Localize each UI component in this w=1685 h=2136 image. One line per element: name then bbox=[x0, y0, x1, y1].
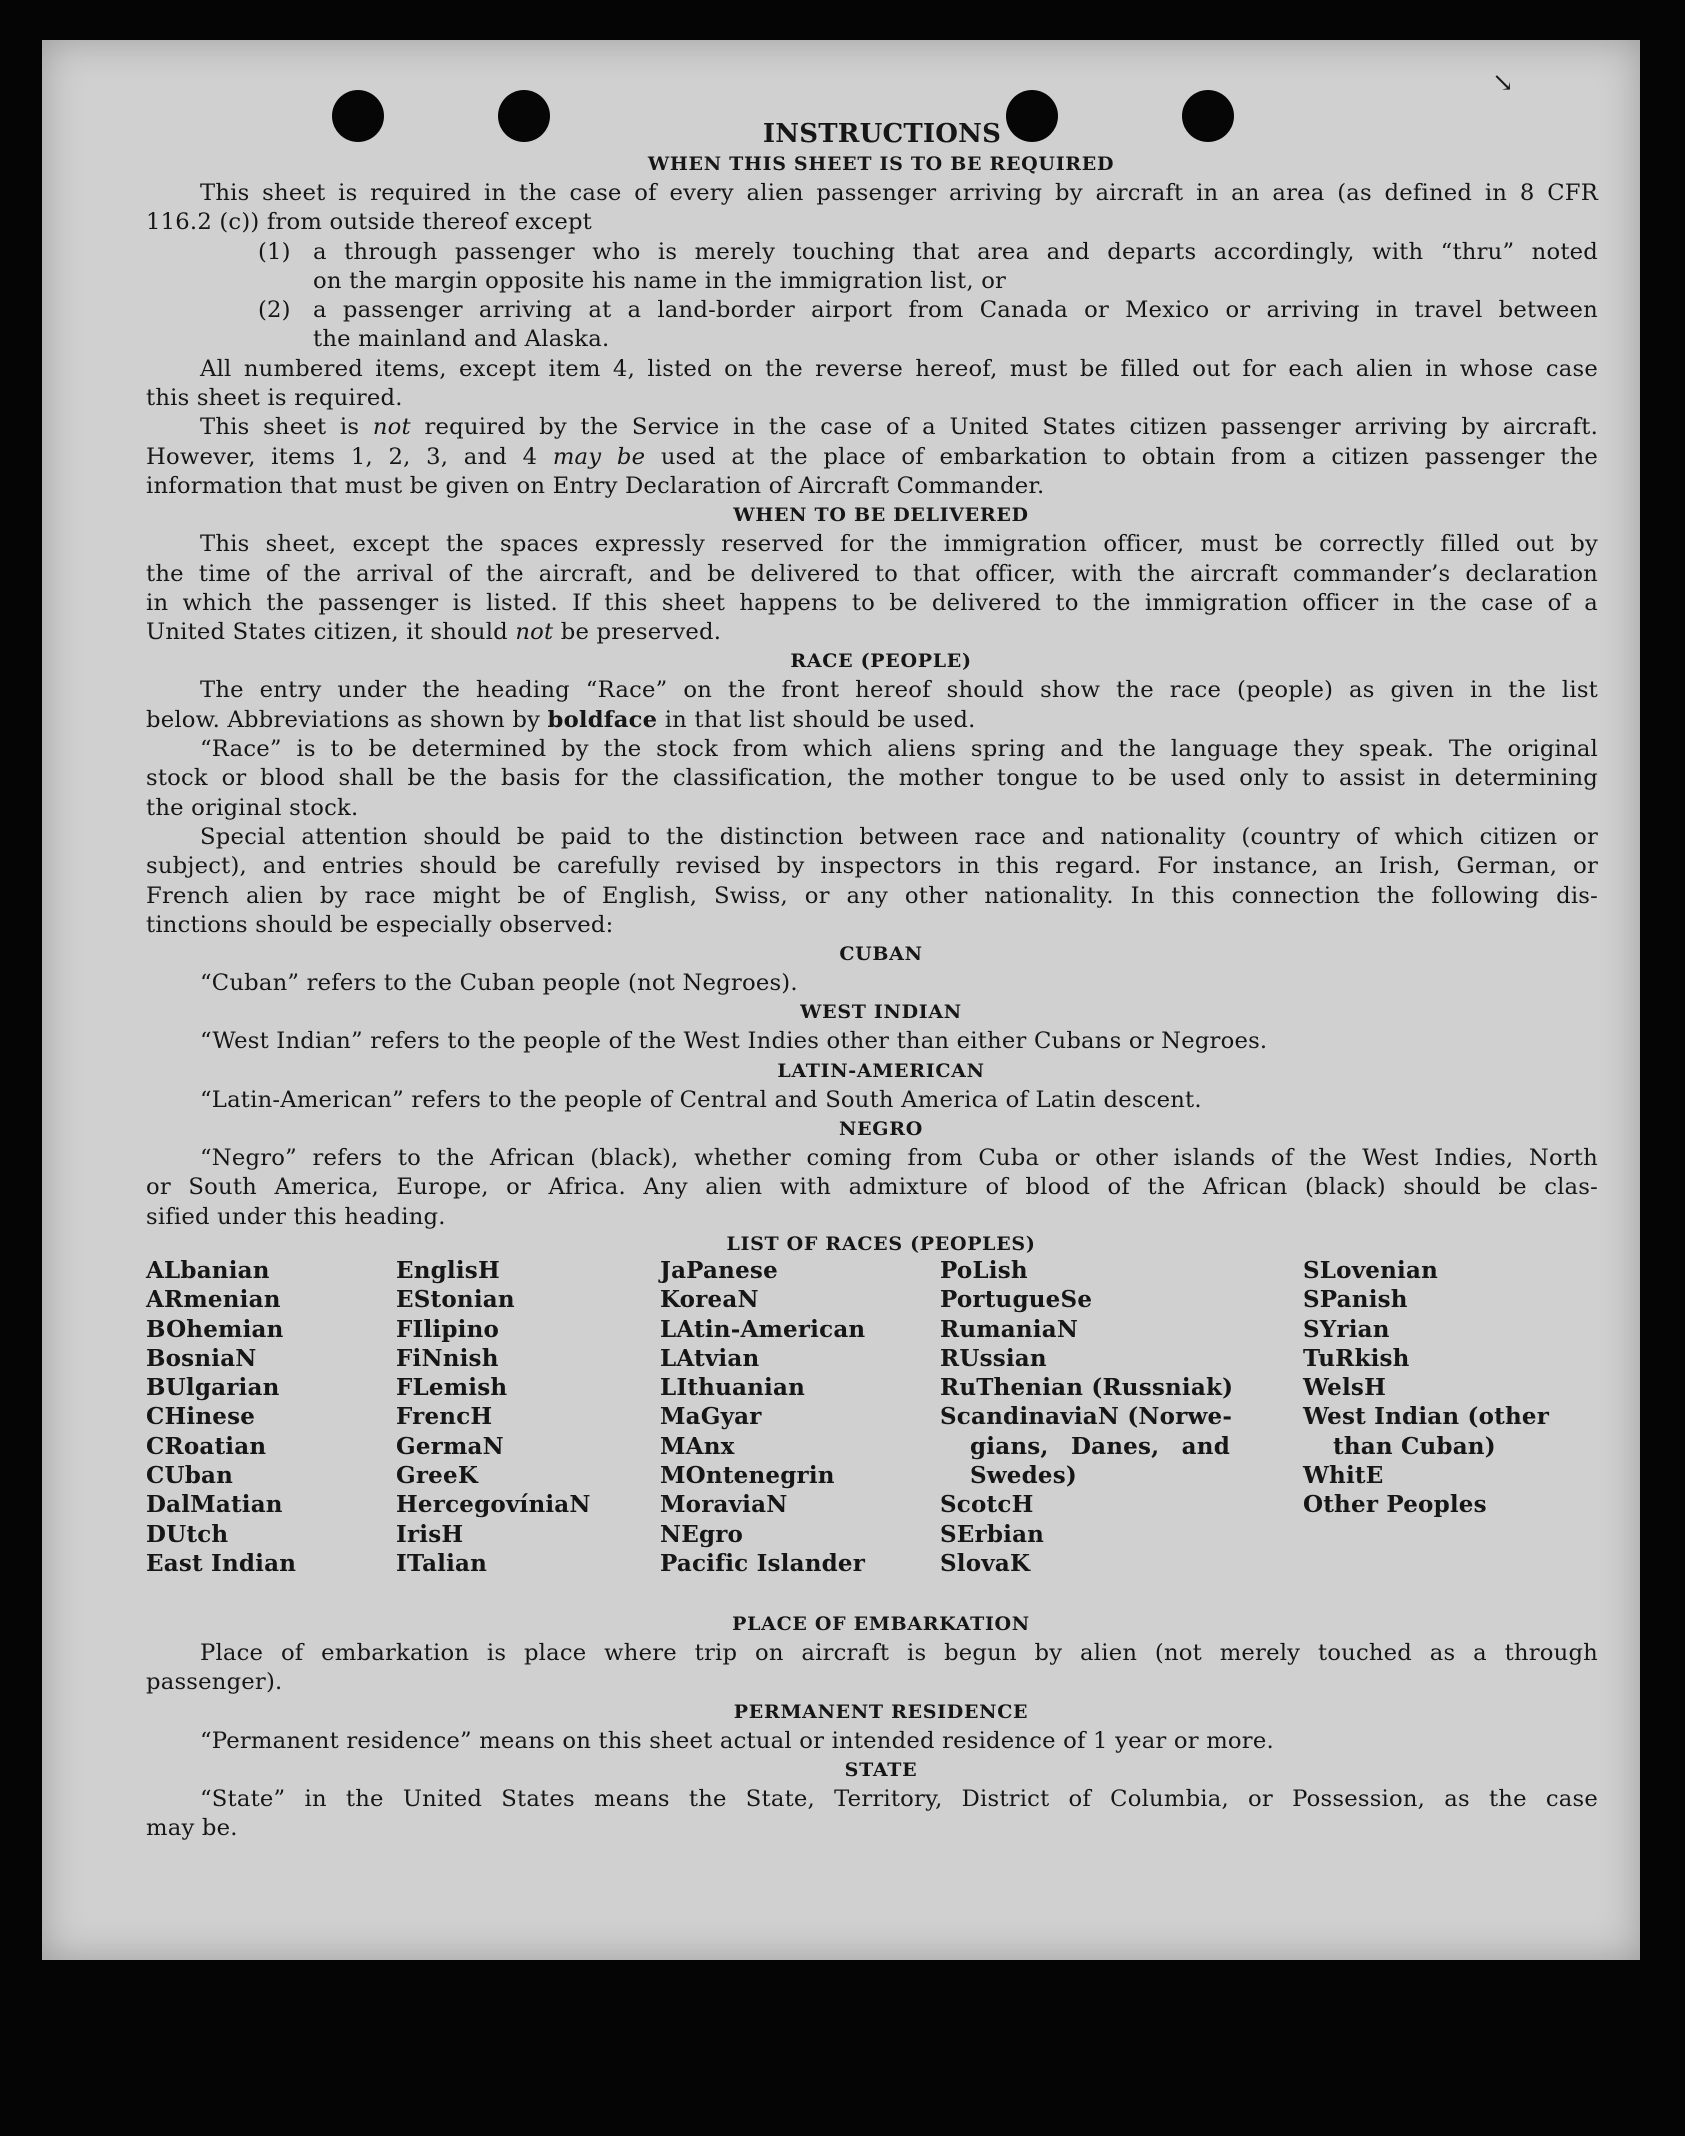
races-column bbox=[396, 1256, 591, 1578]
races-column bbox=[660, 1256, 865, 1578]
text-line: the mainland and Alaska. bbox=[313, 326, 610, 353]
section-heading: RACE (PEOPLE) bbox=[790, 650, 972, 673]
paragraph bbox=[146, 1639, 1598, 1698]
text-line bbox=[146, 413, 1598, 442]
text-line: Place of embarkation is place where trip on aircraft is begun by alien (not merely touched as a through bbox=[200, 1639, 1598, 1666]
race-item: MoraviaN bbox=[660, 1491, 788, 1519]
race-item: PortugueSe bbox=[940, 1286, 1093, 1314]
paragraph: “Latin-American” refers to the people of Central and South America of Latin descent. bbox=[200, 1086, 1202, 1113]
race-item: East Indian bbox=[146, 1549, 297, 1577]
race-item: FLemish bbox=[396, 1374, 508, 1402]
text-run: in that list should be used. bbox=[657, 706, 976, 733]
races-column bbox=[1303, 1256, 1595, 1520]
paragraph: “West Indian” refers to the people of the West Indies other than either Cubans or Negroes. bbox=[200, 1028, 1268, 1055]
section-heading: LIST OF RACES (PEOPLES) bbox=[726, 1232, 1036, 1255]
text-line: may be. bbox=[146, 1815, 238, 1842]
paragraph bbox=[146, 1144, 1598, 1232]
race-item: ITalian bbox=[396, 1549, 488, 1577]
race-item: RumaniaN bbox=[940, 1315, 1079, 1343]
text-line bbox=[146, 618, 1598, 647]
race-item: GreeK bbox=[396, 1461, 479, 1489]
text-line: tinctions should be especially observed: bbox=[146, 911, 614, 938]
text-run: required by the Service in the case of a United States citizen passenger arriving by aircraft. bbox=[410, 414, 1598, 441]
race-item: RuThenian (Russniak) bbox=[940, 1374, 1234, 1402]
races-column bbox=[940, 1256, 1233, 1578]
section-heading: WEST INDIAN bbox=[800, 1001, 962, 1024]
race-item: CUban bbox=[146, 1461, 234, 1489]
race-item: LIthuanian bbox=[660, 1374, 805, 1402]
text-line: “Race” is to be determined by the stock from which aliens spring and the language they speak. The original bbox=[200, 736, 1598, 763]
race-item: LAtvian bbox=[660, 1344, 760, 1372]
text-line: this sheet is required. bbox=[146, 385, 403, 412]
text-run: used at the place of embarkation to obtain from a citizen passenger the bbox=[645, 443, 1599, 470]
race-item: ScotcH bbox=[940, 1491, 1034, 1519]
race-item: HercegovíniaN bbox=[396, 1491, 591, 1519]
race-item: EnglisH bbox=[396, 1256, 500, 1284]
race-item: PoLish bbox=[940, 1256, 1028, 1284]
paragraph bbox=[146, 413, 1598, 501]
text-run: However, items 1, 2, 3, and 4 bbox=[146, 443, 553, 470]
race-item: SYrian bbox=[1303, 1315, 1390, 1343]
text-line: This sheet is required in the case of every alien passenger arriving by aircraft in an area (as defined in 8 CFR bbox=[200, 180, 1598, 206]
race-item: FrencH bbox=[396, 1403, 493, 1431]
text-run: This sheet is bbox=[200, 414, 373, 441]
race-item: NEgro bbox=[660, 1520, 744, 1548]
race-item: BOhemian bbox=[146, 1315, 284, 1343]
text-run-italic: not bbox=[372, 414, 411, 441]
text-line: This sheet, except the spaces expressly reserved for the immigration officer, must be correctly filled out by bbox=[200, 531, 1598, 558]
page-title: INSTRUCTIONS bbox=[762, 119, 1002, 149]
text-line: on the margin opposite his name in the immigration list, or bbox=[313, 267, 1007, 294]
text-run: below. Abbreviations as shown by bbox=[146, 706, 548, 733]
race-item: MOntenegrin bbox=[660, 1461, 835, 1489]
paragraph bbox=[146, 676, 1598, 735]
text-line: the original stock. bbox=[146, 794, 359, 821]
race-item: West Indian (other bbox=[1303, 1403, 1550, 1431]
text-run: be preserved. bbox=[553, 619, 722, 646]
race-item: ScandinaviaN (Norwe- bbox=[940, 1403, 1233, 1431]
race-item: IrisH bbox=[396, 1520, 464, 1548]
text-run-italic: may be bbox=[552, 443, 646, 470]
race-item: ALbanian bbox=[146, 1256, 270, 1284]
race-item: BosniaN bbox=[146, 1344, 257, 1372]
section-heading: LATIN-AMERICAN bbox=[777, 1059, 985, 1082]
text-line: “State” in the United States means the State, Territory, District of Columbia, or Possession, as the case bbox=[200, 1785, 1598, 1812]
text-line: “Negro” refers to the African (black), whether coming from Cuba or other islands of the West Indies, North bbox=[200, 1145, 1598, 1172]
list-item bbox=[146, 238, 1598, 297]
item-number: (2) bbox=[258, 297, 291, 324]
section-heading: CUBAN bbox=[839, 943, 923, 966]
race-item: SLovenian bbox=[1303, 1256, 1439, 1284]
item-number: (1) bbox=[258, 238, 291, 265]
text-line: in which the passenger is listed. If this sheet happens to be delivered to the immigration officer in the case of a bbox=[146, 589, 1598, 616]
text-line: the time of the arrival of the aircraft, and be delivered to that officer, with the aircraft commander’s declaration bbox=[146, 560, 1598, 587]
text-line: Special attention should be paid to the distinction between race and nationality (country of which citizen or bbox=[200, 823, 1598, 850]
text-line: a through passenger who is merely touching that area and departs accordingly, with “thru” noted bbox=[313, 238, 1598, 265]
race-item: EStonian bbox=[396, 1286, 515, 1314]
race-item: FIlipino bbox=[396, 1315, 500, 1343]
race-item: MaGyar bbox=[660, 1403, 762, 1431]
race-item: SlovaK bbox=[940, 1549, 1031, 1577]
race-item: DUtch bbox=[146, 1520, 229, 1548]
race-item: DalMatian bbox=[146, 1491, 283, 1519]
paragraph bbox=[146, 735, 1598, 823]
race-item: gians, Danes, and bbox=[970, 1432, 1230, 1460]
race-item: than Cuban) bbox=[1333, 1432, 1496, 1460]
paragraph: “Cuban” refers to the Cuban people (not Negroes). bbox=[200, 970, 798, 997]
text-line: information that must be given on Entry Declaration of Aircraft Commander. bbox=[146, 472, 1045, 499]
race-item: Other Peoples bbox=[1303, 1491, 1487, 1519]
list-item bbox=[146, 296, 1598, 355]
race-item: TuRkish bbox=[1303, 1344, 1410, 1372]
text-line: sified under this heading. bbox=[146, 1203, 446, 1230]
text-run-italic: not bbox=[515, 619, 554, 646]
text-line: or South America, Europe, or Africa. Any alien with admixture of blood of the African (black) should be clas- bbox=[146, 1174, 1598, 1201]
race-item: MAnx bbox=[660, 1432, 735, 1460]
races-column bbox=[146, 1256, 296, 1578]
race-item: FiNnish bbox=[396, 1344, 499, 1372]
text-line: French alien by race might be of English, Swiss, or any other nationality. In this connection the following dis- bbox=[146, 882, 1598, 909]
paragraph bbox=[146, 1785, 1598, 1844]
race-item: SPanish bbox=[1303, 1286, 1408, 1314]
instructions-body bbox=[146, 118, 1598, 1843]
text-run-bold: boldface bbox=[547, 706, 658, 733]
section-heading: WHEN TO BE DELIVERED bbox=[733, 504, 1029, 527]
document-sheet bbox=[42, 40, 1640, 1960]
races-list bbox=[146, 1256, 1598, 1610]
race-item: CHinese bbox=[146, 1403, 256, 1431]
race-item: BUlgarian bbox=[146, 1374, 280, 1402]
section-heading: WHEN THIS SHEET IS TO BE REQUIRED bbox=[647, 153, 1115, 175]
section-heading: PLACE OF EMBARKATION bbox=[732, 1612, 1030, 1635]
text-line: subject), and entries should be carefully revised by inspectors in this regard. For instance, an Irish, German, or bbox=[146, 853, 1598, 880]
section-heading: STATE bbox=[844, 1758, 918, 1781]
race-item: CRoatian bbox=[146, 1432, 267, 1460]
text-line: a passenger arriving at a land-border airport from Canada or Mexico or arriving in travel between bbox=[313, 297, 1598, 324]
text-line: passenger). bbox=[146, 1669, 283, 1696]
paragraph bbox=[146, 179, 1598, 238]
race-item: ARmenian bbox=[146, 1286, 281, 1314]
race-item: LAtin-American bbox=[660, 1315, 866, 1343]
section-heading: NEGRO bbox=[839, 1118, 923, 1141]
paragraph bbox=[146, 823, 1598, 940]
race-item: JaPanese bbox=[660, 1256, 778, 1284]
text-line: 116.2 (c)) from outside thereof except bbox=[146, 209, 592, 236]
text-line bbox=[146, 706, 1598, 735]
race-item: WelsH bbox=[1303, 1374, 1387, 1402]
race-item: SErbian bbox=[940, 1520, 1045, 1548]
text-line bbox=[146, 443, 1598, 472]
paragraph bbox=[146, 355, 1598, 414]
race-item: RUssian bbox=[940, 1344, 1047, 1372]
paragraph: “Permanent residence” means on this sheet actual or intended residence of 1 year or more. bbox=[200, 1727, 1274, 1754]
race-item: Pacific Islander bbox=[660, 1549, 866, 1577]
text-line: All numbered items, except item 4, listed on the reverse hereof, must be filled out for each alien in whose case bbox=[200, 355, 1598, 382]
scan-mark: ↘ bbox=[1492, 68, 1514, 98]
text-run: United States citizen, it should bbox=[146, 619, 516, 646]
text-line: stock or blood shall be the basis for the classification, the mother tongue to be used only to assist in determining bbox=[146, 765, 1598, 792]
text-line: The entry under the heading “Race” on the front hereof should show the race (people) as given in the list bbox=[200, 677, 1598, 704]
paragraph bbox=[146, 530, 1598, 647]
race-item: GermaN bbox=[396, 1432, 504, 1460]
section-heading: PERMANENT RESIDENCE bbox=[733, 1700, 1029, 1723]
race-item: Swedes) bbox=[970, 1461, 1077, 1489]
race-item: KoreaN bbox=[660, 1286, 759, 1314]
race-item: WhitE bbox=[1303, 1461, 1384, 1489]
